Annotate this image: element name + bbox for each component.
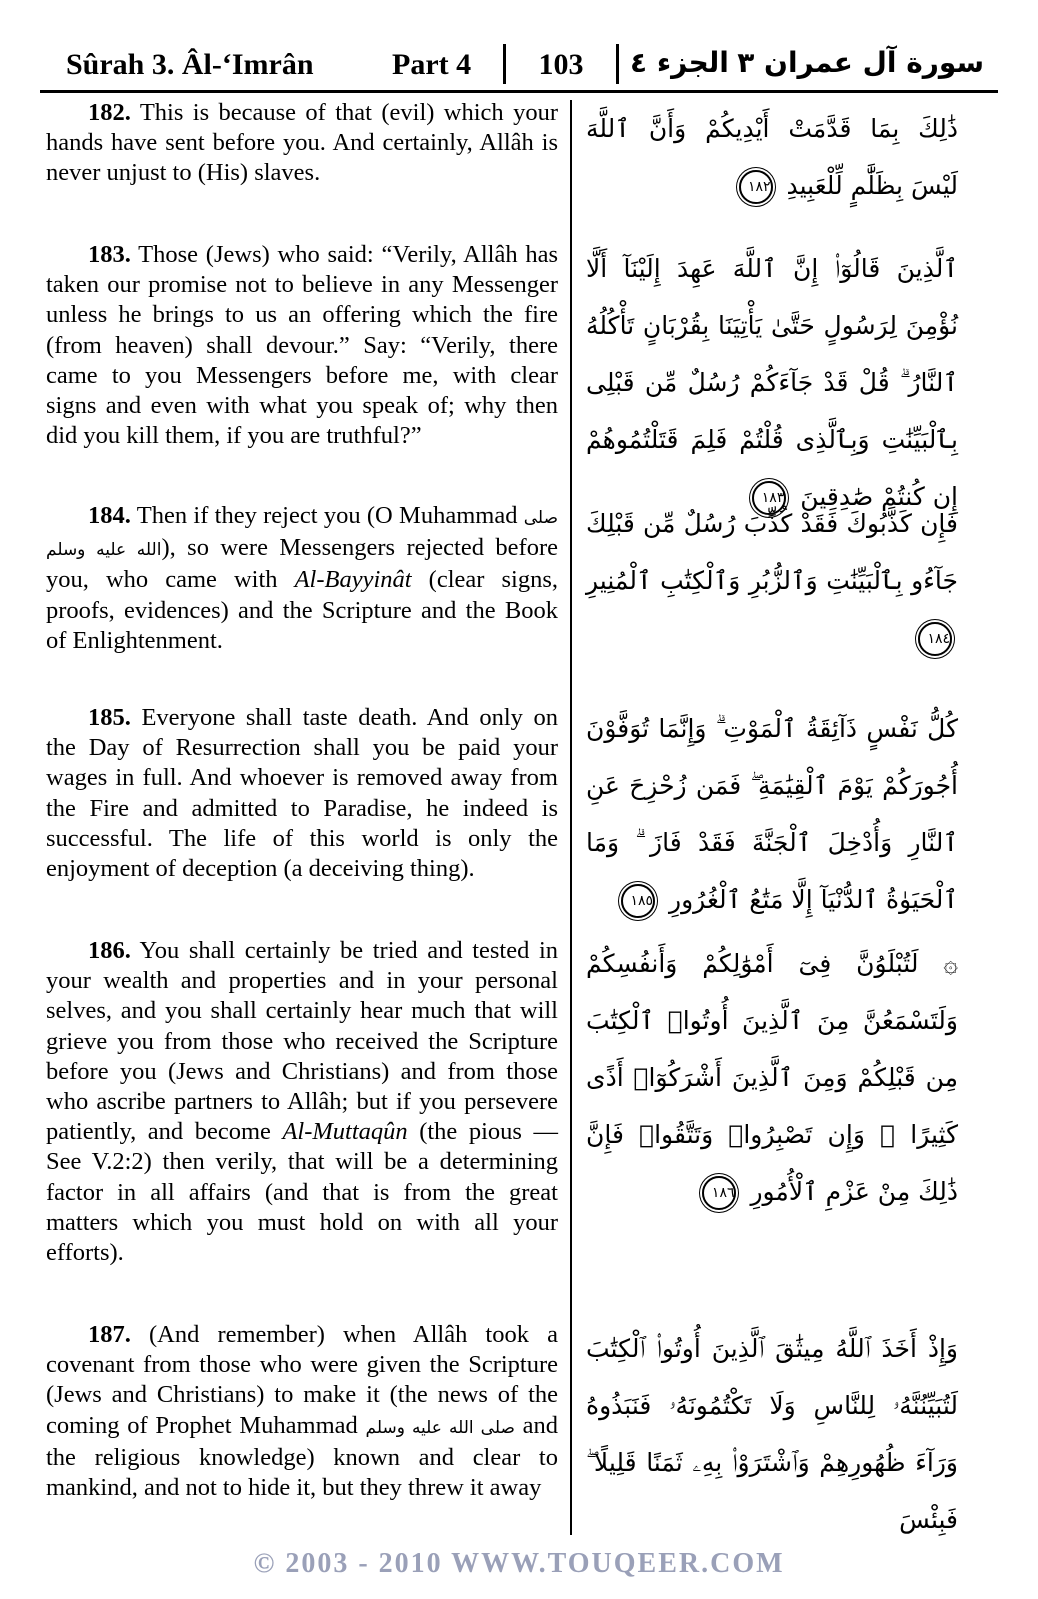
arabic-text: وَإِذْ أَخَذَ ٱللَّهُ مِيثَٰقَ ٱلَّذِينَ أُوتُوا۟ ٱلْكِتَٰبَ لَتُبَيِّنُنَّهُۥ لِلنَّاسِ وَلَا تَكْتُمُونَهُۥ فَنَبَذُوهُ وَرَآءَ ظُهُورِهِمْ وَٱشْتَرَوْا۟ بِهِۦ ثَمَنًا قَلِيلًا ۖ فَبِئْسَ	[586, 1334, 958, 1534]
verse-arabic-183	[586, 240, 958, 525]
verse-number: 186.	[88, 937, 131, 964]
arabic-text: ٱلَّذِينَ قَالُوٓا۟ إِنَّ ٱللَّهَ عَهِدَ إِلَيْنَآ أَلَّا نُؤْمِنَ لِرَسُولٍ حَتَّىٰ يَأْتِيَنَا بِقُرْبَانٍ تَأْكُلُهُ ٱلنَّارُ ۗ قُلْ قَدْ جَآءَكُمْ رُسُلٌ مِّن قَبْلِى بِٱلْبَيِّنَٰتِ وَبِٱلَّذِى قُلْتُمْ فَلِمَ قَتَلْتُمُوهُمْ إِن كُنتُمْ صَٰدِقِينَ	[586, 254, 958, 511]
verse-number: 184.	[88, 502, 131, 529]
verse-text: This is because of that (evil) which your hands have sent before you. And certainly, Allâh is never unjust to (His) slaves.	[46, 99, 558, 187]
surah-title-arabic: سورة آل عمران ٣	[737, 46, 984, 79]
verse-arabic-184	[586, 495, 958, 666]
part-label-english: Part 4	[392, 48, 472, 81]
verse-text: (the pious — See V.2:2) then verily, that will be a determining factor in all affairs (and that is from the great matters which you must hold on with all your efforts).	[46, 1118, 558, 1267]
verse-number: 182.	[88, 99, 131, 126]
verse-number: 183.	[88, 241, 131, 268]
verse-number: 185.	[88, 704, 131, 731]
copyright-footer: © 2003 - 2010 WWW.TOUQEER.COM	[253, 1548, 785, 1579]
verse-number: 187.	[88, 1321, 131, 1348]
verse-translation-187	[46, 1320, 558, 1503]
honorific-text: صلى الله عليه وسلم	[365, 1417, 515, 1438]
ayah-number-marker: ١٨٤	[918, 622, 952, 656]
verse-text: Those (Jews) who said: “Verily, Allâh has taken our promise not to believe in any Messenger unless he brings to us an offering which the fire (from heaven) shall devour.” Say: “Verily, there came to you Messengers before me, with clear signs and even with what you speak of; why then did you kill them, if you are truthful?”	[46, 241, 558, 450]
verse-arabic-187	[586, 1320, 958, 1548]
verse-text: (And remember) when Allâh took a covenant from those who were given the Scripture (Jews and Christians) to make it (the news of the coming of Prophet Muhammad	[46, 1321, 558, 1439]
verse-term-italic: Al-Muttaqûn	[282, 1118, 408, 1146]
verse-term-italic: Al-Bayyinât	[294, 566, 412, 594]
page-header	[40, 40, 998, 90]
verse-arabic-182	[586, 100, 958, 214]
ayah-number-marker: ١٨٥	[621, 884, 655, 918]
verse-translation-182	[46, 98, 558, 189]
verse-arabic-185	[586, 700, 958, 928]
verse-text: Then if they reject you (O Muhammad	[130, 502, 524, 529]
ayah-number-marker: ١٨٢	[739, 170, 773, 204]
verse-text: You shall certainly be tried and tested in your wealth and properties and in your personal selves, and you shall certainly hear much that will grieve you from those who received the Scripture before you (Jews and Christians) and from those who ascribe partners to Allâh; but if you persevere patiently, and become	[46, 937, 558, 1146]
verse-arabic-186	[586, 935, 958, 1220]
surah-title-english: Sûrah 3. Âl-‘Imrân	[66, 48, 314, 81]
part-label-arabic: الجزء ٤	[630, 46, 729, 79]
verse-translation-183	[46, 240, 558, 451]
page-number: 103	[503, 44, 619, 84]
arabic-text: ذَٰلِكَ بِمَا قَدَّمَتْ أَيْدِيكُمْ وَأَنَّ ٱللَّهَ لَيْسَ بِظَلَّٰمٍ لِّلْعَبِيدِ	[586, 114, 958, 200]
header-divider	[40, 90, 998, 93]
verse-translation-185	[46, 703, 558, 884]
verse-translation-186	[46, 936, 558, 1268]
verse-text: ), so were Messengers rejected before you, who came with	[46, 534, 558, 594]
verse-translation-184	[46, 501, 558, 656]
verse-text: and the religious knowledge) known and clear to mankind, and not to hide it, but they threw it away	[46, 1411, 559, 1502]
arabic-text: فَإِن كَذَّبُوكَ فَقَدْ كُذِّبَ رُسُلٌ مِّن قَبْلِكَ جَآءُو بِٱلْبَيِّنَٰتِ وَٱلزُّبُرِ وَٱلْكِتَٰبِ ٱلْمُنِيرِ	[586, 509, 958, 595]
arabic-text: كُلُّ نَفْسٍ ذَآئِقَةُ ٱلْمَوْتِ ۗ وَإِنَّمَا تُوَفَّوْنَ أُجُورَكُمْ يَوْمَ ٱلْقِيَٰمَةِ ۖ فَمَن زُحْزِحَ عَنِ ٱلنَّارِ وَأُدْخِلَ ٱلْجَنَّةَ فَقَدْ فَازَ ۗ وَمَا ٱلْحَيَوٰةُ ٱلدُّنْيَآ إِلَّا مَتَٰعُ ٱلْغُرُورِ	[586, 714, 958, 914]
arabic-text: ۞ لَتُبْلَوُنَّ فِىٓ أَمْوَٰلِكُمْ وَأَنفُسِكُمْ وَلَتَسْمَعُنَّ مِنَ ٱلَّذِينَ أُوتُوا۟ ٱلْكِتَٰبَ مِن قَبْلِكُمْ وَمِنَ ٱلَّذِينَ أَشْرَكُوٓا۟ أَذًى كَثِيرًا ۚ وَإِن تَصْبِرُوا۟ وَتَتَّقُوا۟ فَإِنَّ ذَٰلِكَ مِنْ عَزْمِ ٱلْأُمُورِ	[586, 949, 958, 1206]
column-divider	[570, 100, 572, 1535]
ayah-number-marker: ١٨٣	[752, 481, 786, 515]
ayah-number-marker: ١٨٦	[702, 1176, 736, 1210]
verse-text: Everyone shall taste death. And only on the Day of Resurrection shall you be paid your wages in full. And whoever is removed away from the Fire and admitted to Paradise, he indeed is successful. The life of this world is only the enjoyment of deception (a deceiving thing).	[46, 704, 558, 883]
verse-text: (clear signs, proofs, evidences) and the Scripture and the Book of Enlightenment.	[46, 566, 558, 654]
honorific-text: صلى الله عليه وسلم	[46, 508, 558, 561]
